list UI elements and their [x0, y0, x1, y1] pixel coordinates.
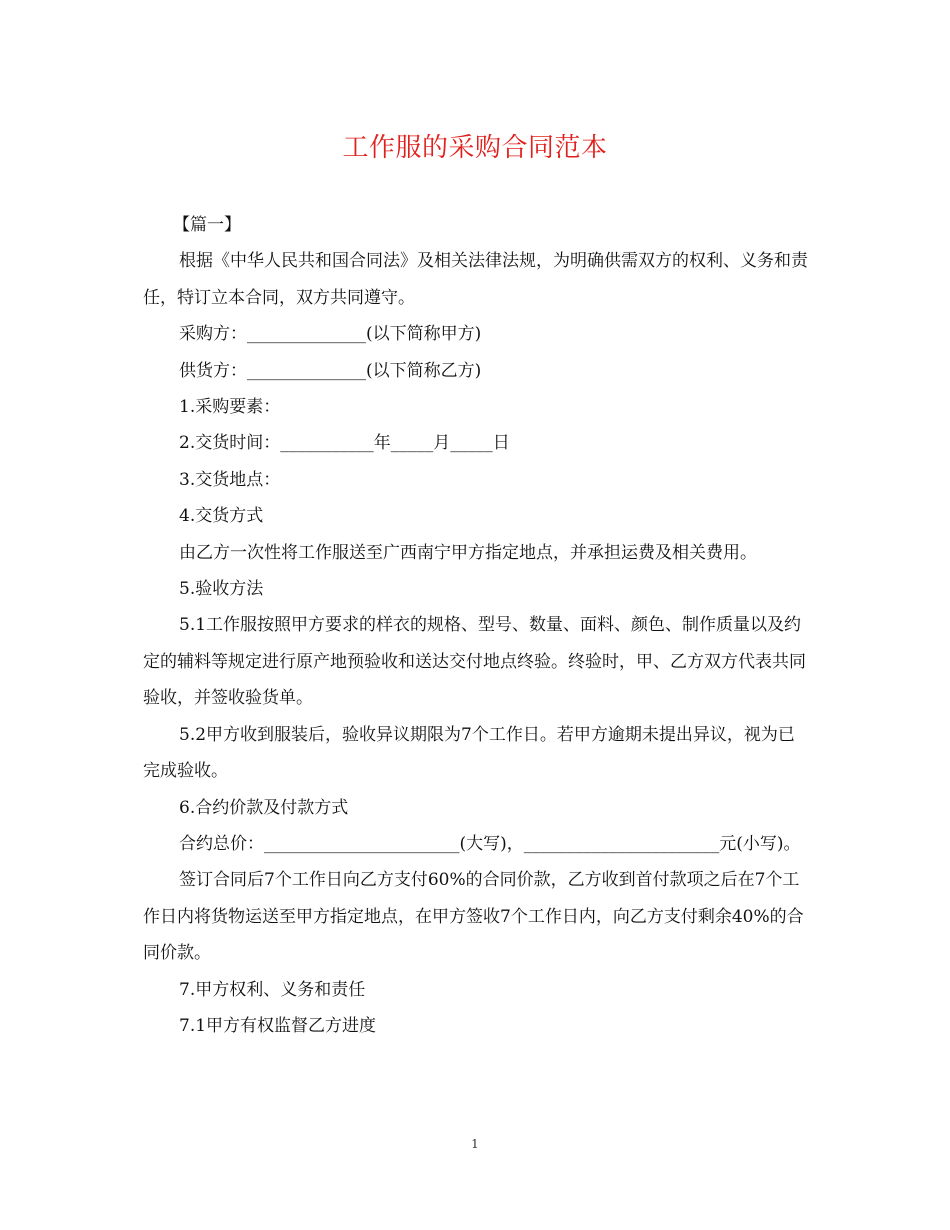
- section-heading: 【篇一】: [173, 215, 241, 235]
- paragraph-item-5-1: 5.1工作服按照甲方要求的样衣的规格、型号、数量、面料、颜色、制作质量以及约定的辅料等规定进行原产地预验收和送达交付地点终验。终验时，甲、乙方双方代表共同验收，并签收验货单。: [143, 615, 806, 709]
- paragraph-preamble: 根据《中华人民共和国合同法》及相关法律法规，为明确供需双方的权利、义务和责任，特订立本合同，双方共同遵守。: [143, 251, 808, 308]
- paragraph-item-6: 6.合约价款及付款方式: [179, 797, 349, 818]
- paragraph-item-4: 4.交货方式: [179, 506, 264, 527]
- paragraph-item-5-2: 5.2甲方收到服装后，验收异议期限为7个工作日。若甲方逾期未提出异议，视为已完成验收。: [143, 724, 795, 782]
- paragraph-delivery-method: 由乙方一次性将工作服送至广西南宁甲方指定地点，并承担运费及相关费用。: [179, 542, 757, 563]
- document-title: 工作服的采购合同范本: [342, 133, 608, 163]
- document-body: [143, 207, 811, 1044]
- paragraph-supplier: 供货方：______________(以下简称乙方): [179, 360, 482, 381]
- paragraph-payment-terms: 签订合同后7个工作日向乙方支付60%的合同价款，乙方收到首付款项之后在7个工作日内将货物运送至甲方指定地点，在甲方签收7个工作日内，向乙方支付剩余40%的合同价款。: [143, 870, 804, 964]
- paragraph-item-1: 1.采购要素：: [179, 397, 281, 418]
- paragraph-item-2: 2.交货时间：___________年_____月_____日: [179, 433, 510, 454]
- paragraph-total-price: 合约总价：_______________________(大写)，_______________________元(小写)。: [179, 833, 801, 854]
- paragraph-item-3: 3.交货地点：: [179, 469, 281, 490]
- paragraph-item-7: 7.甲方权利、义务和责任: [179, 979, 366, 1000]
- page-number: 1: [471, 1137, 479, 1151]
- paragraph-item-5: 5.验收方法: [179, 579, 264, 600]
- paragraph-buyer: 采购方：______________(以下简称甲方): [179, 324, 482, 345]
- paragraph-item-7-1: 7.1甲方有权监督乙方进度: [179, 1015, 377, 1036]
